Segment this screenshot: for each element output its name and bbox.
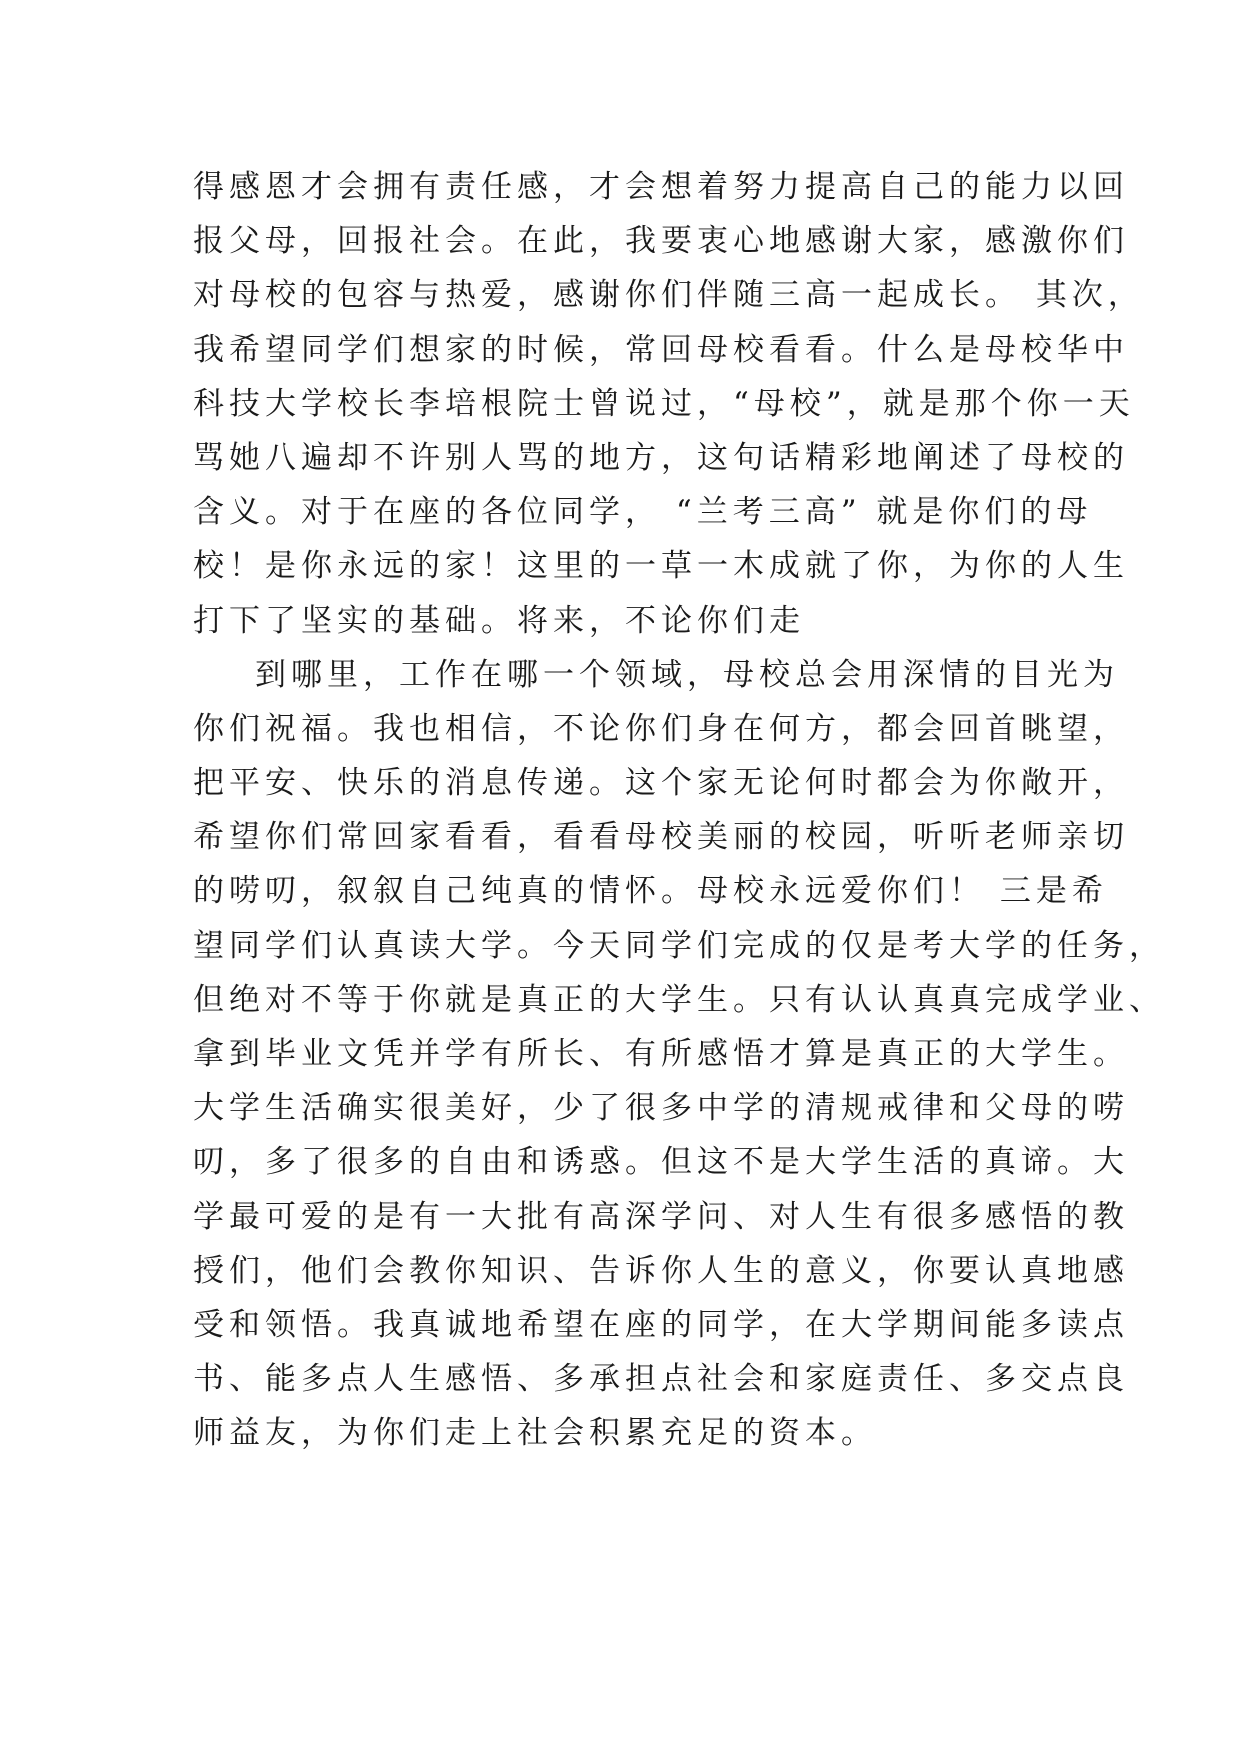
text-line: 含义。对于在座的各位同学， “兰考三高” 就是你们的母	[193, 494, 1093, 531]
text-line: 但绝对不等于你就是真正的大学生。只有认认真真完成学业、	[193, 981, 1165, 1018]
text-line: 叨，多了很多的自由和诱惑。但这不是大学生活的真谛。大	[193, 1144, 1129, 1181]
text-line: 得感恩才会拥有责任感，才会想着努力提高自己的能力以回	[193, 169, 1129, 205]
text-line: 骂她八遍却不许别人骂的地方，这句话精彩地阐述了母校的	[193, 439, 1129, 476]
text-line: 受和领悟。我真诚地希望在座的同学，在大学期间能多读点	[193, 1306, 1129, 1343]
text-line: 科技大学校长李培根院士曾说过，“母校”，就是那个你一天	[193, 385, 1135, 422]
text-line: 学最可爱的是有一大批有高深学问、对人生有很多感悟的教	[193, 1198, 1129, 1235]
text-line: 的唠叨，叙叙自己纯真的情怀。母校永远爱你们！ 三是希	[193, 873, 1108, 910]
body-text	[193, 160, 1165, 1461]
text-line: 望同学们认真读大学。今天同学们完成的仅是考大学的任务，	[193, 927, 1165, 964]
text-line: 希望你们常回家看看，看看母校美丽的校园，听听老师亲切	[193, 819, 1129, 856]
text-line: 打下了坚实的基础。将来，不论你们走	[193, 602, 805, 639]
text-line: 对母校的包容与热爱，感谢你们伴随三高一起成长。 其次，	[193, 277, 1144, 314]
text-line: 授们，他们会教你知识、告诉你人生的意义，你要认真地感	[193, 1252, 1129, 1289]
text-line: 到哪里，工作在哪一个领域，母校总会用深情的目光为	[255, 656, 1119, 693]
text-line: 报父母，回报社会。在此，我要衷心地感谢大家，感激你们	[193, 223, 1129, 260]
text-line: 大学生活确实很美好，少了很多中学的清规戒律和父母的唠	[193, 1090, 1129, 1127]
text-line: 你们祝福。我也相信，不论你们身在何方，都会回首眺望，	[193, 710, 1129, 747]
text-line: 师益友，为你们走上社会积累充足的资本。	[193, 1415, 877, 1452]
text-line: 书、能多点人生感悟、多承担点社会和家庭责任、多交点良	[193, 1361, 1129, 1398]
text-line: 把平安、快乐的消息传递。这个家无论何时都会为你敞开，	[193, 765, 1129, 802]
text-line: 拿到毕业文凭并学有所长、有所感悟才算是真正的大学生。	[193, 1036, 1129, 1072]
text-line: 校！是你永远的家！这里的一草一木成就了你，为你的人生	[193, 548, 1129, 585]
text-line: 我希望同学们想家的时候，常回母校看看。什么是母校华中	[193, 331, 1129, 368]
